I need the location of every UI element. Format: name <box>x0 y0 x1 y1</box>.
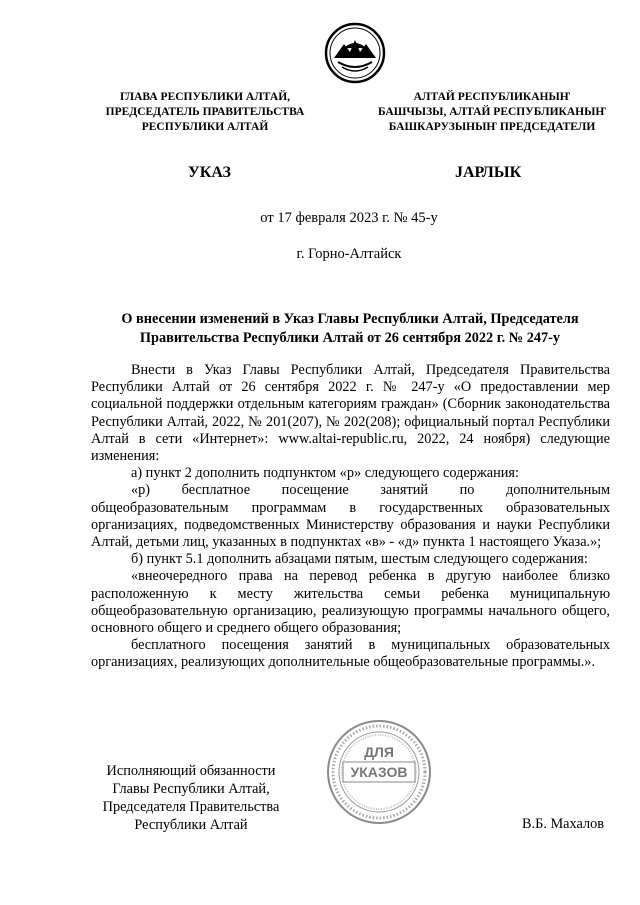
header-left-line: ГЛАВА РЕСПУБЛИКИ АЛТАЙ, <box>119 91 291 103</box>
document-date: от 17 февраля 2023 г. № 45-у <box>260 210 438 226</box>
header-right <box>372 90 612 135</box>
stamp-text-line1: ДЛЯ <box>364 744 394 760</box>
header-left <box>100 90 310 135</box>
document-city: г. Горно-Алтайск <box>296 246 402 262</box>
body-paragraph: «р) бесплатное посещение занятий по дополнительным общеобразовательным программам в государственных образовательных организациях, подведомственных Министерству образования и науки Республики Алтай, детьми лиц, указанных в подпунктах «в» - «д» пункта 1 настоящего Указа.»; <box>91 482 610 551</box>
document-body <box>91 362 610 672</box>
republic-altai-emblem-icon <box>324 22 386 84</box>
heading-line: О внесении изменений в Указ Главы Республики Алтай, Председателя <box>121 311 579 327</box>
body-paragraph: а) пункт 2 дополнить подпунктом «р» следующего содержания: <box>131 465 519 482</box>
stamp-text-line2: УКАЗОВ <box>350 764 408 780</box>
signature-name: В.Б. Махалов <box>522 816 604 832</box>
header-right-line: БАШЧЫЗЫ, АЛТАЙ РЕСПУБЛИКАНЫҤ <box>377 106 607 118</box>
body-paragraph: бесплатного посещения занятий в муниципальных образовательных организациях, реализующих дополнительные общеобразовательные программы.». <box>91 637 610 671</box>
signature-position-line: Председателя Правительства <box>102 799 280 815</box>
header-left-line: ПРЕДСЕДАТЕЛЬ ПРАВИТЕЛЬСТВА <box>105 106 305 118</box>
signature-position-line: Республики Алтай <box>134 817 248 833</box>
signature-position-line: Главы Республики Алтай, <box>112 781 270 797</box>
header-left-line: РЕСПУБЛИКИ АЛТАЙ <box>141 121 269 133</box>
body-paragraph: Внести в Указ Главы Республики Алтай, Председателя Правительства Республики Алтай от 26 сентября 2022 г. № 247-у «О предоставлении мер социальной поддержки отдельным категориям граждан» (Сборник законодательства Республики Алтай, 2022, № 201(207), № 202(208); официальный портал Республики Алтай в сети «Интернет»: www.altai-republic.ru, 2022, 24 ноября) следующие изменения: <box>91 362 610 465</box>
header-right-line: БАШКАРУЗЫНЫҤ ПРЕДСЕДАТЕЛИ <box>388 121 596 133</box>
header-right-line: АЛТАЙ РЕСПУБЛИКАНЫҤ <box>413 91 571 103</box>
title-jarlyk: ЈАРЛЫК <box>455 164 522 181</box>
document-heading <box>90 310 610 348</box>
body-paragraph: б) пункт 5.1 дополнить абзацами пятым, шестым следующего содержания: <box>131 551 588 568</box>
heading-line: Правительства Республики Алтай от 26 сентября 2022 г. № 247-у <box>139 330 561 346</box>
signature-position-line: Исполняющий обязанности <box>106 763 276 779</box>
body-paragraph: «внеочередного права на перевод ребенка в другую наиболее близко расположенную к месту жительства семьи ребенка муниципальную общеобразовательную организацию, реализующую программы начального общего, основного общего и среднего общего образования; <box>91 568 610 637</box>
seal-stamp-icon <box>325 718 433 826</box>
title-ukaz: УКАЗ <box>188 164 231 181</box>
signature-position <box>91 762 291 834</box>
